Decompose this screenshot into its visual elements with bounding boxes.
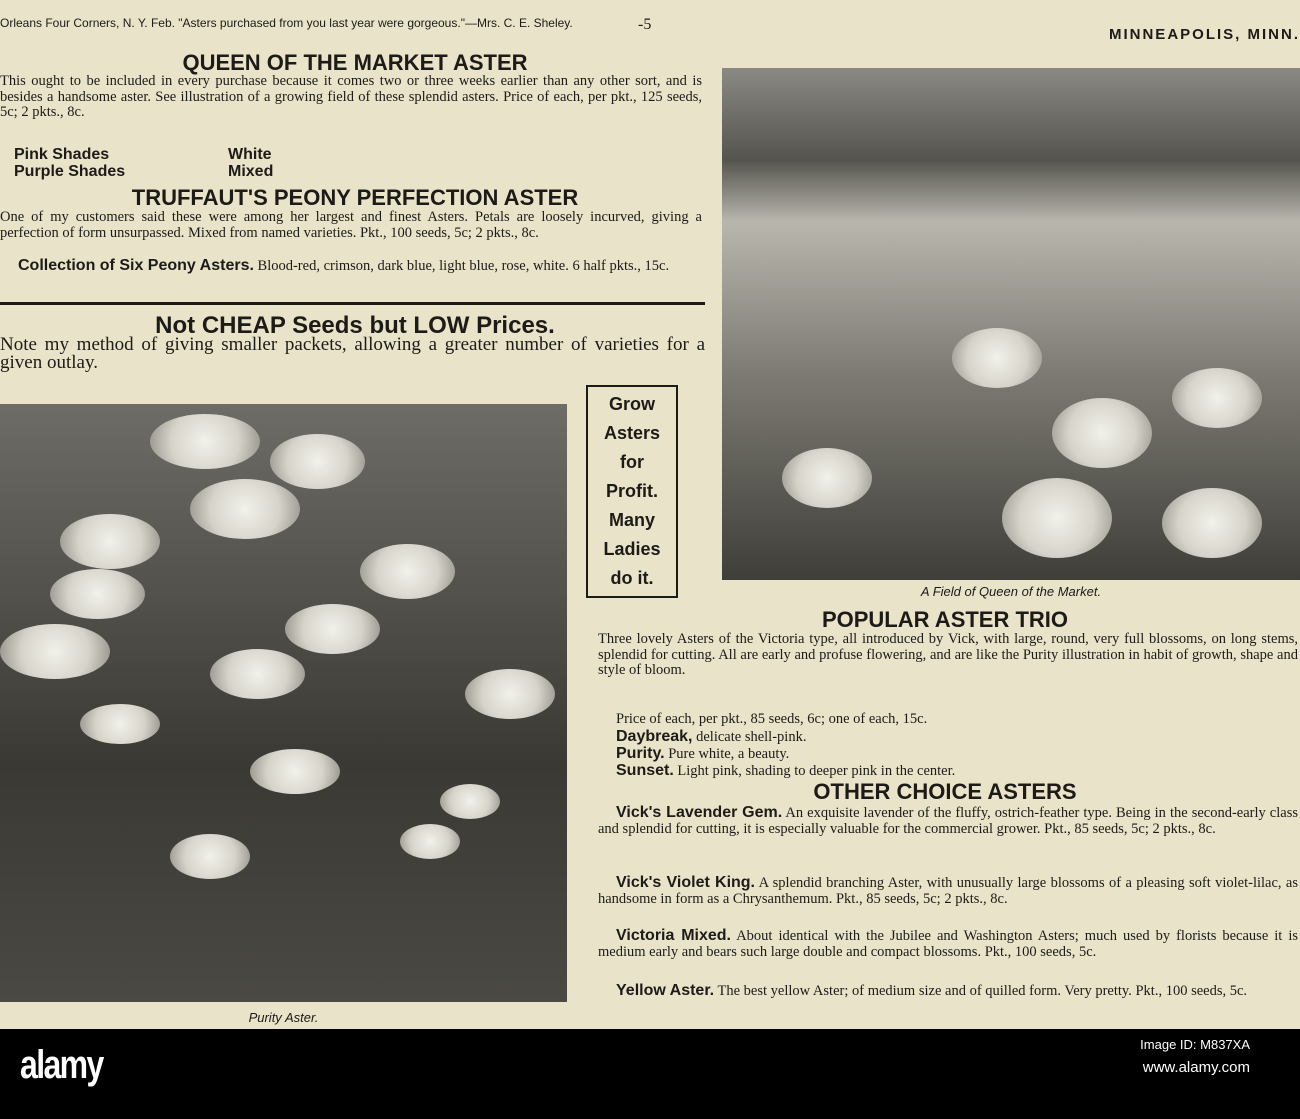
other-item <box>598 928 1298 960</box>
other-item-name: Vick's Violet King. <box>616 874 756 891</box>
purity-caption: Purity Aster. <box>248 1010 319 1025</box>
variety-pink: Pink Shades <box>14 146 110 163</box>
queen-title: QUEEN OF THE MARKET ASTER <box>182 50 528 75</box>
truffaut-body: One of my customers said these were among her largest and finest Asters. Petals are loosely incurved, giving a perfection of form unsurpassed. Mixed from named varieties. Pkt., 100 seeds, 5c; 2 pkts., 8c. <box>0 209 702 241</box>
collection-name: Collection of Six Peony Asters. <box>18 257 254 274</box>
sidebox-line: Ladies <box>603 539 661 559</box>
other-item-desc: About identical with the Jubilee and Washington Asters; much used by florists because it is medium early and bears such large double and compact blossoms. Pkt., 100 seeds, 5c. <box>598 928 1298 960</box>
watermark-bar <box>0 1029 1300 1119</box>
queen-body: This ought to be included in every purchase because it comes two or three weeks earlier than any other sort, and is besides a handsome aster. See illustration of a growing field of these splendid asters. Price of each, per pkt., 125 seeds, 5c; 2 pkts., 8c. <box>0 73 702 120</box>
other-item-desc: The best yellow Aster; of medium size and of quilled form. Very pretty. Pkt., 100 seeds, 5c. <box>714 983 1248 999</box>
trio-item-desc: delicate shell-pink. <box>692 729 807 745</box>
sidebox-line: do it. <box>610 568 654 588</box>
trio-item-desc: Pure white, a beauty. <box>664 746 790 762</box>
page-mark: -5 <box>638 16 652 33</box>
slogan-body: Note my method of giving smaller packets, allowing a greater number of varieties for a given outlay. <box>0 334 705 373</box>
trio-item <box>616 763 1296 780</box>
collection-body: Blood-red, crimson, dark blue, light blue, rose, white. 6 half pkts., 15c. <box>253 258 670 274</box>
purity-aster-photo <box>0 404 567 1002</box>
other-item-name: Victoria Mixed. <box>616 927 732 944</box>
other-item-name: Vick's Lavender Gem. <box>616 804 783 821</box>
variety-purple: Purple Shades <box>14 163 126 180</box>
field-caption: A Field of Queen of the Market. <box>920 584 1102 599</box>
sidebox-line: Asters <box>603 423 661 443</box>
sidebox-line: for <box>620 452 644 472</box>
divider <box>0 302 705 305</box>
alamy-url: www.alamy.com <box>1142 1059 1250 1076</box>
image-id: Image ID: M837XA <box>1140 1037 1250 1052</box>
slogan-title: Not CHEAP Seeds but LOW Prices. <box>155 312 555 339</box>
field-photo <box>722 68 1300 580</box>
trio-item-name: Sunset. <box>616 762 674 779</box>
alamy-logo: alamy <box>20 1043 103 1087</box>
variety-mixed: Mixed <box>228 163 274 180</box>
other-item <box>598 805 1298 837</box>
other-item <box>598 983 1298 1000</box>
sidebox <box>586 385 678 598</box>
trio-item-desc: Light pink, shading to deeper pink in the center. <box>673 763 956 779</box>
sidebox-line: Many <box>608 510 655 530</box>
variety-white: White <box>228 146 272 163</box>
trio-body: Three lovely Asters of the Victoria type, all introduced by Vick, with large, round, very full blossoms, on long stems, splendid for cutting. All are early and profuse flowering, and are like the Purity illustration in habit of growth, shape and style of bloom. <box>598 631 1298 678</box>
trio-item <box>616 729 1296 746</box>
trio-item-name: Daybreak, <box>616 728 693 745</box>
other-title: OTHER CHOICE ASTERS <box>813 779 1077 804</box>
testimonial: Orleans Four Corners, N. Y. Feb. "Asters purchased from you last year were gorgeous."—Mrs. C. E. Sheley. <box>0 16 573 30</box>
trio-item-name: Purity. <box>616 745 665 762</box>
location-header: MINNEAPOLIS, MINN. <box>1108 26 1300 43</box>
trio-title: POPULAR ASTER TRIO <box>821 607 1069 632</box>
other-item <box>598 875 1298 907</box>
truffaut-title: TRUFFAUT'S PEONY PERFECTION ASTER <box>131 185 579 210</box>
trio-price: Price of each, per pkt., 85 seeds, 6c; one of each, 15c. <box>616 711 928 727</box>
sidebox-line: Profit. <box>606 481 658 501</box>
other-item-name: Yellow Aster. <box>616 982 715 999</box>
sidebox-line: Grow <box>608 394 655 414</box>
collection <box>0 258 702 275</box>
other-item-desc: A splendid branching Aster, with unusually large blossoms of a pleasing soft violet-lilac, as handsome in form as a Chrysanthemum. Pkt., 85 seeds, 5c; 2 pkts., 8c. <box>598 875 1299 907</box>
other-item-desc: An exquisite lavender of the fluffy, ostrich-feather type. Being in the second-early class and splendid for cutting, it is especially valuable for the commercial grower. Pkt., 85 seeds, 5c; 2 pkts., 8c. <box>598 805 1298 837</box>
trio-item <box>616 746 1296 763</box>
